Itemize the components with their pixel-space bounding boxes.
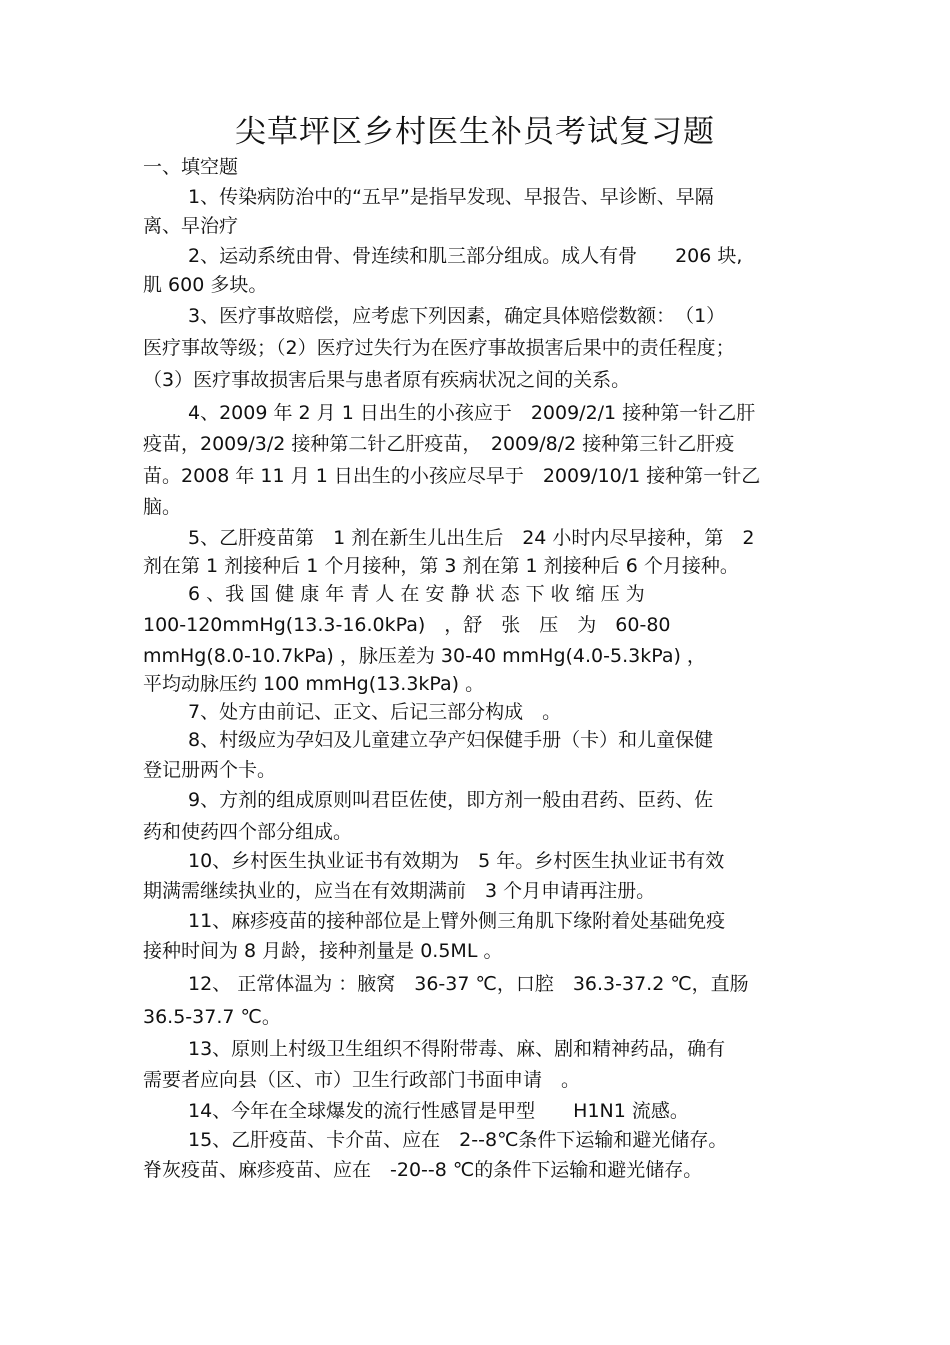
text-line: 10、乡村医生执业证书有效期为 5 年。乡村医生执业证书有效: [188, 850, 725, 872]
text-line: 4、2009 年 2 月 1 日出生的小孩应于 2009/2/1 接种第一针乙肝: [188, 402, 756, 424]
text-line: 9、方剂的组成原则叫君臣佐使，即方剂一般由君药、臣药、佐: [188, 789, 714, 811]
section-heading: 一、填空题: [143, 156, 239, 178]
text-line: 12、 正常体温为 ：腋窝 36-37 ℃，口腔 36.3-37.2 ℃，直肠: [188, 973, 749, 995]
text-line: 平均动脉压约 100 mmHg(13.3kPa) 。: [143, 673, 485, 695]
text-line: 药和使药四个部分组成。: [143, 821, 353, 843]
text-line: 3、医疗事故赔偿，应考虑下列因素，确定具体赔偿数额： （1）: [188, 305, 726, 327]
text-line: （3）医疗事故损害后果与患者原有疾病状况之间的关系。: [143, 369, 631, 391]
text-line: 14、今年在全球爆发的流行性感冒是甲型 H1N1 流感。: [188, 1100, 689, 1122]
text-line: 脑。: [143, 496, 182, 518]
text-line: 疫苗，2009/3/2 接种第二针乙肝疫苗， 2009/8/2 接种第三针乙肝疫: [143, 433, 735, 455]
text-line: 需要者应向县（区、市）卫生行政部门书面申请 。: [143, 1069, 581, 1091]
document-title: 尖草坪区乡村医生补员考试复习题: [235, 114, 715, 150]
text-line: 11、麻疹疫苗的接种部位是上臂外侧三角肌下缘附着处基础免疫: [188, 910, 726, 932]
text-line: 离、早治疗: [143, 215, 239, 237]
text-line: 医疗事故等级；（2）医疗过失行为在医疗事故损害后果中的责任程度；: [143, 337, 735, 359]
text-line: 100-120mmHg(13.3-16.0kPa) ，舒 张 压 为 60-80: [143, 614, 671, 636]
text-line: 36.5-37.7 ℃。: [143, 1006, 281, 1028]
text-line: 肌 600 多块。: [143, 274, 268, 296]
text-line: 接种时间为 8 月龄，接种剂量是 0.5ML 。: [143, 940, 503, 962]
text-line: 期满需继续执业的，应当在有效期满前 3 个月申请再注册。: [143, 880, 656, 902]
text-line: 15、乙肝疫苗、卡介苗、应在 2--8℃条件下运输和避光储存。: [188, 1129, 728, 1151]
text-line: 7、处方由前记、正文、后记三部分构成 。: [188, 701, 562, 723]
text-line: 5、乙肝疫苗第 1 剂在新生儿出生后 24 小时内尽早接种，第 2: [188, 527, 755, 549]
text-line: mmHg(8.0-10.7kPa) ，脉压差为 30-40 mmHg(4.0-5.3kPa) ，: [143, 645, 706, 667]
text-line: 苗。2008 年 11 月 1 日出生的小孩应尽早于 2009/10/1 接种第一针乙: [143, 465, 761, 487]
text-line: 8、村级应为孕妇及儿童建立孕产妇保健手册（卡）和儿童保健: [188, 729, 714, 751]
text-line: 脊灰疫苗、麻疹疫苗、应在 -20--8 ℃的条件下运输和避光储存。: [143, 1159, 703, 1181]
text-line: 13、原则上村级卫生组织不得附带毒、麻、剧和精神药品，确有: [188, 1038, 726, 1060]
text-line: 登记册两个卡。: [143, 759, 277, 781]
text-line: 1、传染病防治中的“五早”是指早发现、早报告、早诊断、早隔: [188, 186, 714, 208]
text-line: 6 、我 国 健 康 年 青 人 在 安 静 状 态 下 收 缩 压 为: [188, 583, 645, 605]
text-line: 2、运动系统由骨、骨连续和肌三部分组成。成人有骨 206 块,: [188, 245, 743, 267]
text-line: 剂在第 1 剂接种后 1 个月接种，第 3 剂在第 1 剂接种后 6 个月接种。: [143, 555, 739, 577]
